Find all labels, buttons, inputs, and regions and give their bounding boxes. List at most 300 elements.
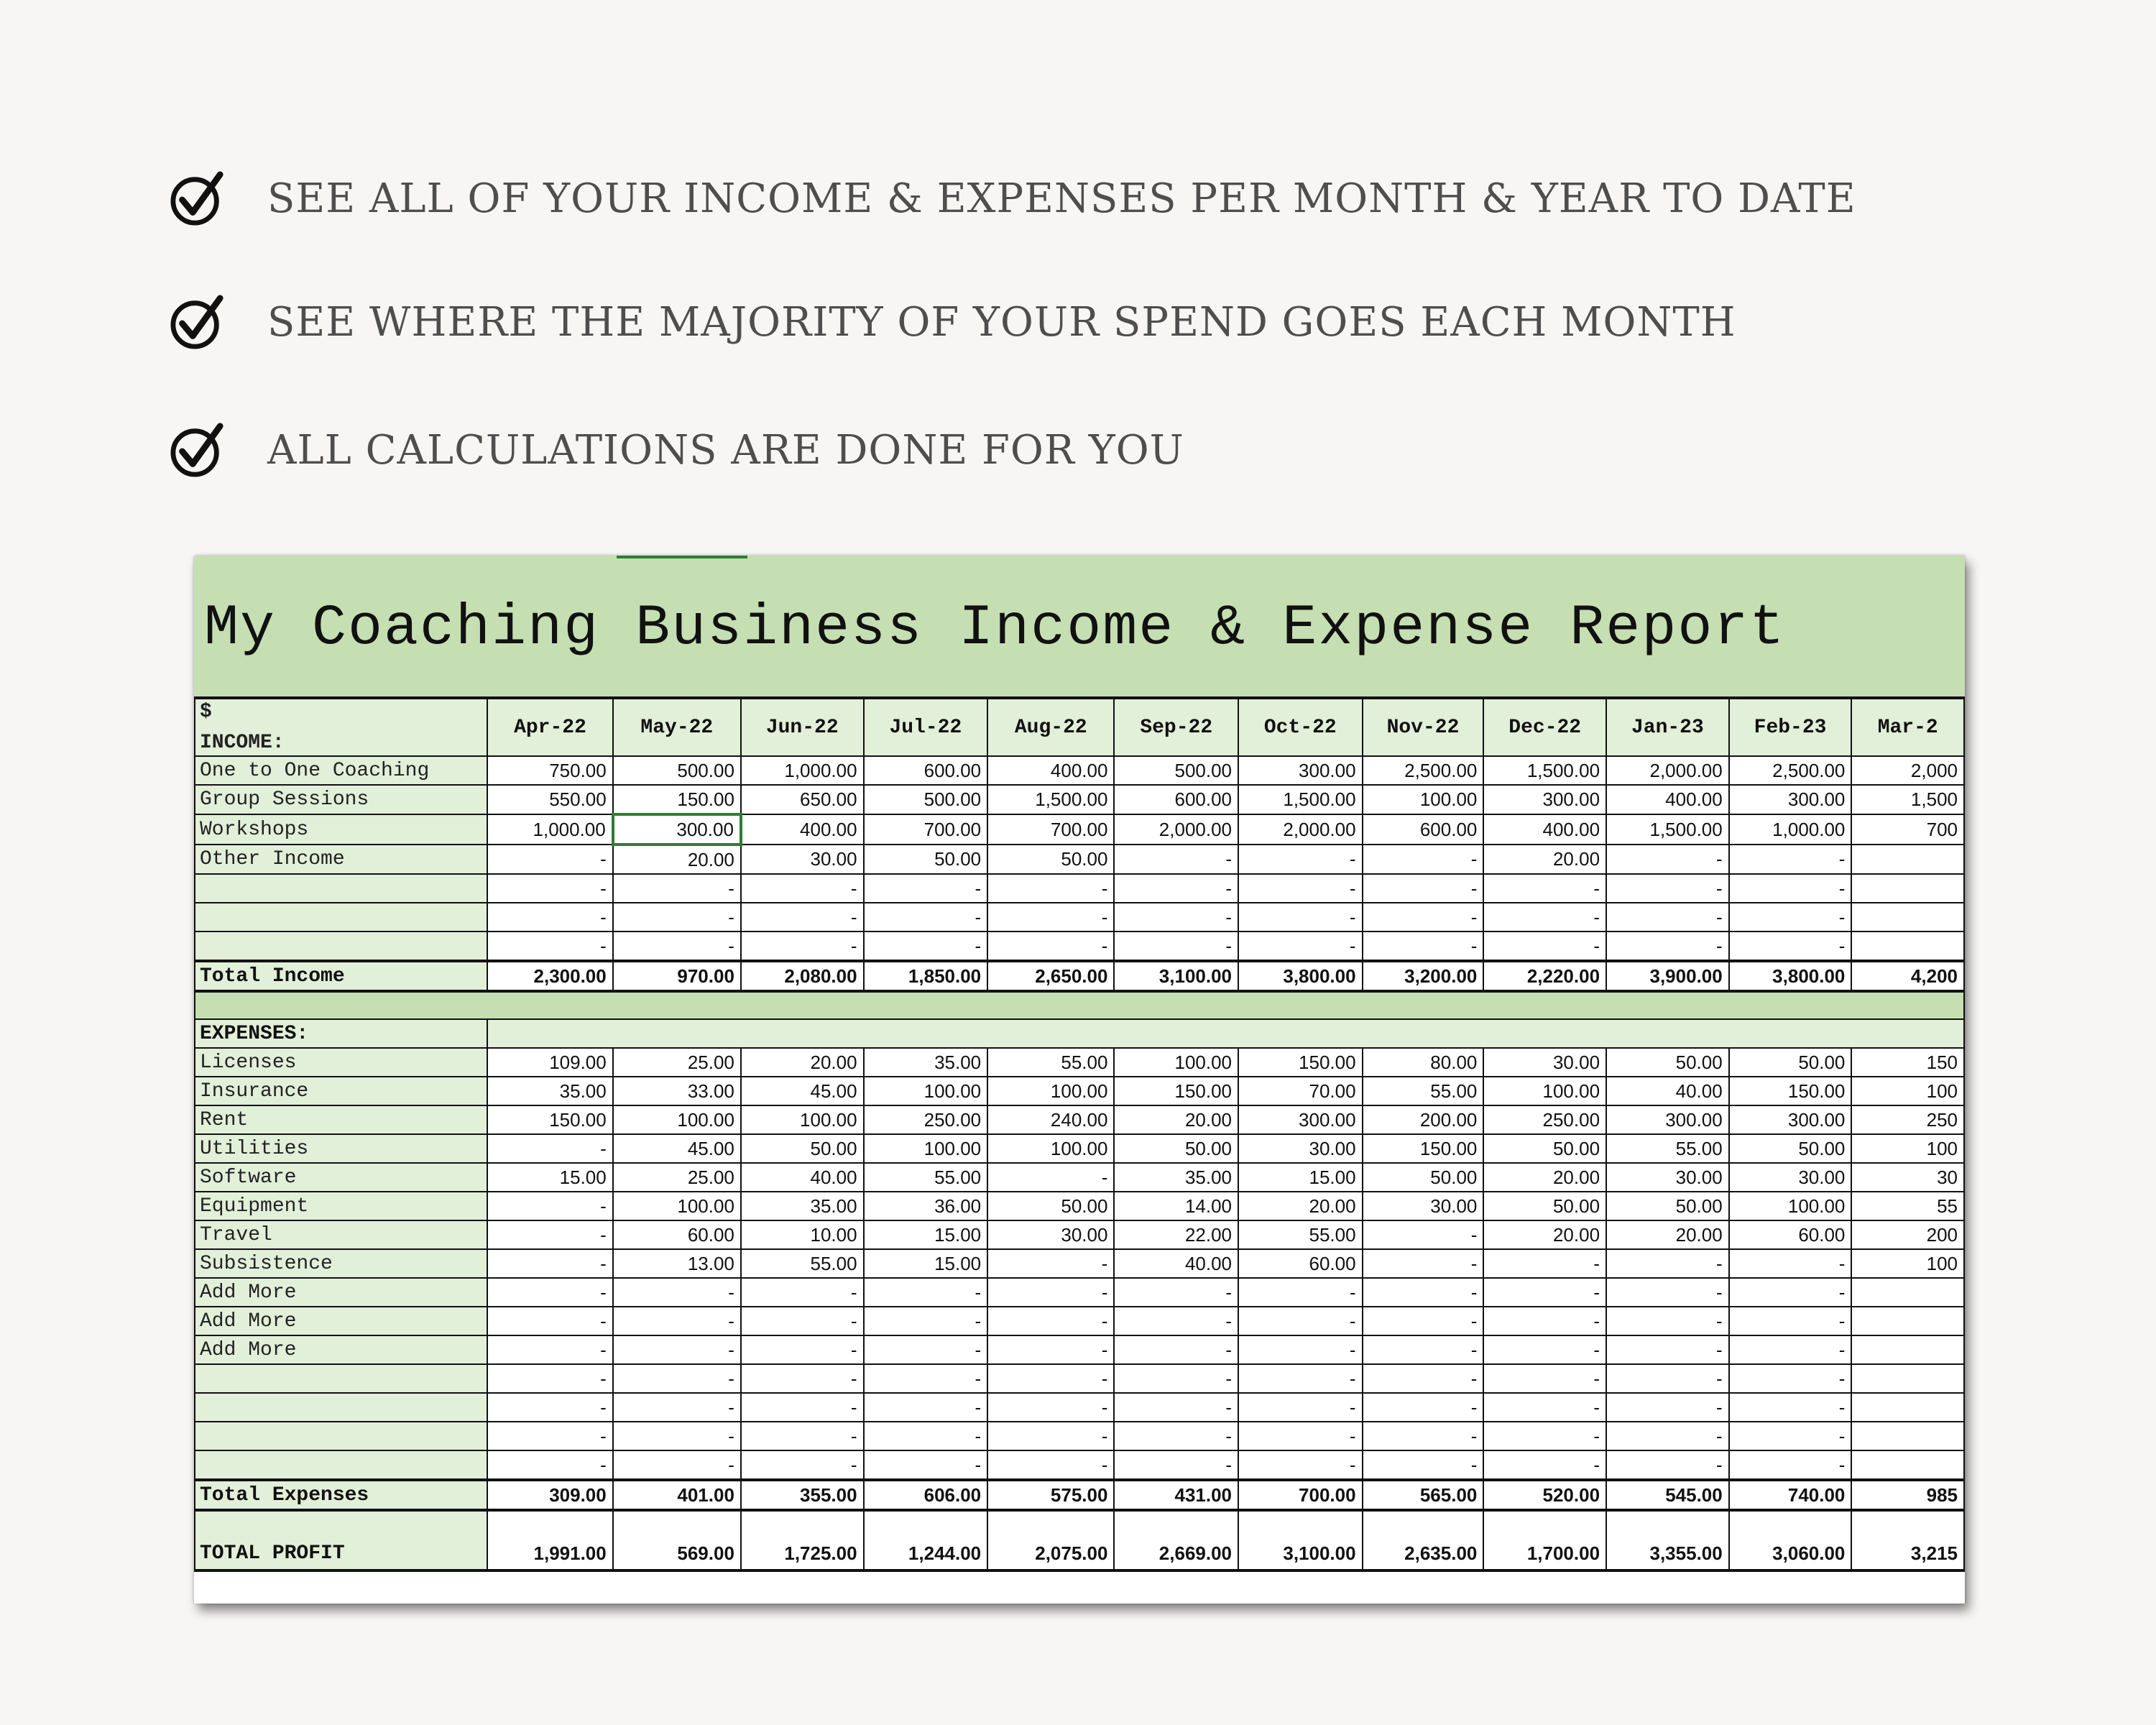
value-cell[interactable]: 100.00 [613, 1105, 741, 1134]
value-cell[interactable]: 300.00 [1238, 756, 1363, 785]
value-cell[interactable]: - [1483, 932, 1606, 961]
value-cell[interactable]: 100.00 [987, 1077, 1114, 1105]
value-cell[interactable]: 40.00 [1606, 1077, 1729, 1105]
value-cell[interactable]: - [1606, 1335, 1729, 1364]
value-cell[interactable]: - [1606, 1307, 1729, 1335]
value-cell[interactable]: 150.00 [487, 1105, 613, 1134]
value-cell[interactable]: - [987, 1393, 1114, 1422]
value-cell[interactable]: 400.00 [1606, 785, 1729, 814]
value-cell[interactable]: 1,500.00 [1483, 756, 1606, 785]
row-label-cell[interactable]: Add More [195, 1307, 487, 1335]
value-cell[interactable] [1851, 1307, 1964, 1335]
value-cell[interactable]: - [1114, 1393, 1238, 1422]
value-cell[interactable]: 300.00 [1483, 785, 1606, 814]
value-cell[interactable]: - [741, 1335, 864, 1364]
value-cell[interactable]: 2,000 [1851, 756, 1964, 785]
value-cell[interactable]: 3,100.00 [1238, 1510, 1363, 1570]
value-cell[interactable]: 45.00 [741, 1077, 864, 1105]
value-cell[interactable]: 565.00 [1363, 1480, 1484, 1510]
value-cell[interactable]: 45.00 [613, 1134, 741, 1163]
value-cell[interactable]: - [741, 1364, 864, 1393]
value-cell[interactable]: - [741, 903, 864, 932]
value-cell[interactable]: 2,669.00 [1114, 1510, 1238, 1570]
value-cell[interactable]: 2,500.00 [1729, 756, 1852, 785]
value-cell[interactable]: 606.00 [864, 1480, 988, 1510]
value-cell[interactable]: 50.00 [987, 1192, 1114, 1220]
value-cell[interactable]: 700 [1851, 814, 1964, 845]
value-cell[interactable]: 50.00 [1606, 1192, 1729, 1220]
value-cell[interactable]: 50.00 [1363, 1163, 1484, 1192]
value-cell[interactable]: - [987, 1335, 1114, 1364]
row-label-cell[interactable]: Workshops [195, 814, 487, 845]
month-header[interactable]: Jan-23 [1606, 699, 1729, 756]
value-cell[interactable]: - [741, 1450, 864, 1480]
value-cell[interactable]: - [741, 1422, 864, 1450]
value-cell[interactable]: - [1114, 1307, 1238, 1335]
value-cell[interactable]: 20.00 [1483, 1220, 1606, 1249]
value-cell[interactable]: 50.00 [1729, 1048, 1852, 1077]
value-cell[interactable]: 30.00 [987, 1220, 1114, 1249]
value-cell[interactable]: 3,215 [1851, 1510, 1964, 1570]
row-label-cell[interactable] [195, 874, 487, 903]
value-cell[interactable]: - [1238, 903, 1363, 932]
value-cell[interactable]: - [987, 932, 1114, 961]
value-cell[interactable]: 100.00 [987, 1134, 1114, 1163]
value-cell[interactable]: 400.00 [987, 756, 1114, 785]
month-header[interactable]: Sep-22 [1114, 699, 1238, 756]
value-cell[interactable]: 240.00 [987, 1105, 1114, 1134]
value-cell[interactable]: 55.00 [864, 1163, 988, 1192]
value-cell[interactable]: - [987, 1450, 1114, 1480]
value-cell[interactable]: 30.00 [1363, 1192, 1484, 1220]
value-cell[interactable]: 3,900.00 [1606, 961, 1729, 991]
value-cell[interactable]: - [1238, 1393, 1363, 1422]
value-cell[interactable]: 20.00 [613, 845, 741, 874]
value-cell[interactable]: 30.00 [1729, 1163, 1852, 1192]
value-cell[interactable] [1851, 932, 1964, 961]
value-cell[interactable]: - [613, 874, 741, 903]
value-cell[interactable]: 1,700.00 [1483, 1510, 1606, 1570]
value-cell[interactable]: - [1483, 903, 1606, 932]
value-cell[interactable]: 55.00 [1238, 1220, 1363, 1249]
value-cell[interactable]: - [1238, 1278, 1363, 1307]
value-cell[interactable]: 100.00 [613, 1192, 741, 1220]
value-cell[interactable]: 60.00 [1238, 1249, 1363, 1278]
value-cell[interactable]: 150.00 [1238, 1048, 1363, 1077]
value-cell[interactable]: 35.00 [1114, 1163, 1238, 1192]
value-cell[interactable]: - [1483, 1335, 1606, 1364]
value-cell[interactable]: - [1114, 1278, 1238, 1307]
value-cell[interactable]: 401.00 [613, 1480, 741, 1510]
value-cell[interactable]: 1,000.00 [487, 814, 613, 845]
value-cell[interactable]: 55.00 [987, 1048, 1114, 1077]
value-cell[interactable]: 30 [1851, 1163, 1964, 1192]
value-cell[interactable] [1851, 1393, 1964, 1422]
value-cell[interactable]: 25.00 [613, 1163, 741, 1192]
value-cell[interactable]: - [1363, 1393, 1484, 1422]
value-cell[interactable]: 100.00 [1483, 1077, 1606, 1105]
value-cell[interactable]: - [864, 1278, 988, 1307]
value-cell[interactable]: 2,000.00 [1606, 756, 1729, 785]
value-cell[interactable]: - [1238, 1335, 1363, 1364]
value-cell[interactable]: 50.00 [864, 845, 988, 874]
value-cell[interactable]: - [1238, 874, 1363, 903]
value-cell[interactable]: - [864, 874, 988, 903]
value-cell[interactable]: 50.00 [1729, 1134, 1852, 1163]
value-cell[interactable]: - [487, 1422, 613, 1450]
row-label-cell[interactable]: Utilities [195, 1134, 487, 1163]
value-cell[interactable]: 1,000.00 [1729, 814, 1852, 845]
value-cell[interactable]: 700.00 [1238, 1480, 1363, 1510]
value-cell[interactable]: - [613, 1364, 741, 1393]
value-cell[interactable]: 3,355.00 [1606, 1510, 1729, 1570]
value-cell[interactable]: - [1363, 903, 1484, 932]
value-cell[interactable]: 2,000.00 [1238, 814, 1363, 845]
value-cell[interactable]: 500.00 [613, 756, 741, 785]
value-cell[interactable]: 50.00 [987, 845, 1114, 874]
value-cell[interactable]: 20.00 [1483, 1163, 1606, 1192]
value-cell[interactable]: 80.00 [1363, 1048, 1484, 1077]
value-cell[interactable]: 750.00 [487, 756, 613, 785]
value-cell[interactable]: - [1483, 1249, 1606, 1278]
value-cell[interactable]: - [864, 903, 988, 932]
value-cell[interactable]: 3,800.00 [1729, 961, 1852, 991]
value-cell[interactable]: - [1114, 1364, 1238, 1393]
value-cell[interactable]: 700.00 [987, 814, 1114, 845]
value-cell[interactable]: 400.00 [1483, 814, 1606, 845]
value-cell[interactable]: - [1238, 1307, 1363, 1335]
row-label-cell[interactable]: Total Income [195, 961, 487, 991]
value-cell[interactable]: 150.00 [1729, 1077, 1852, 1105]
value-cell[interactable]: 740.00 [1729, 1480, 1852, 1510]
value-cell[interactable]: 50.00 [1114, 1134, 1238, 1163]
value-cell[interactable]: - [864, 932, 988, 961]
value-cell[interactable]: - [987, 1278, 1114, 1307]
value-cell[interactable]: 55.00 [741, 1249, 864, 1278]
month-header[interactable]: Jul-22 [864, 699, 988, 756]
value-cell[interactable]: - [741, 1307, 864, 1335]
value-cell[interactable]: 1,500.00 [1606, 814, 1729, 845]
row-label-cell[interactable]: Travel [195, 1220, 487, 1249]
value-cell[interactable]: 700.00 [864, 814, 988, 845]
value-cell[interactable]: 1,000.00 [741, 756, 864, 785]
value-cell[interactable]: - [1114, 845, 1238, 874]
row-label-cell[interactable] [195, 1393, 487, 1422]
value-cell[interactable]: 100.00 [864, 1134, 988, 1163]
value-cell[interactable]: 30.00 [741, 845, 864, 874]
value-cell[interactable]: 569.00 [613, 1510, 741, 1570]
value-cell[interactable]: 200.00 [1363, 1105, 1484, 1134]
row-label-cell[interactable]: Other Income [195, 845, 487, 874]
value-cell[interactable]: 36.00 [864, 1192, 988, 1220]
value-cell[interactable]: 1,244.00 [864, 1510, 988, 1570]
value-cell[interactable]: 2,080.00 [741, 961, 864, 991]
value-cell[interactable]: 985 [1851, 1480, 1964, 1510]
value-cell[interactable]: 100.00 [864, 1077, 988, 1105]
value-cell[interactable]: - [1729, 845, 1852, 874]
value-cell[interactable]: - [987, 1307, 1114, 1335]
value-cell[interactable]: 150.00 [1363, 1134, 1484, 1163]
value-cell[interactable]: 30.00 [1483, 1048, 1606, 1077]
value-cell[interactable]: - [487, 903, 613, 932]
value-cell[interactable]: - [1606, 903, 1729, 932]
value-cell[interactable]: 300.00 [1606, 1105, 1729, 1134]
value-cell[interactable]: 100.00 [741, 1105, 864, 1134]
row-label-cell[interactable]: TOTAL PROFIT [195, 1510, 487, 1570]
value-cell[interactable]: - [613, 1422, 741, 1450]
value-cell[interactable]: - [1114, 1450, 1238, 1480]
value-cell[interactable]: 20.00 [1114, 1105, 1238, 1134]
value-cell[interactable]: 55 [1851, 1192, 1964, 1220]
value-cell[interactable]: 13.00 [613, 1249, 741, 1278]
value-cell[interactable]: 22.00 [1114, 1220, 1238, 1249]
value-cell[interactable]: - [1114, 1335, 1238, 1364]
value-cell[interactable]: - [987, 1249, 1114, 1278]
value-cell[interactable]: 575.00 [987, 1480, 1114, 1510]
value-cell[interactable]: 50.00 [1483, 1192, 1606, 1220]
value-cell[interactable]: - [1238, 1364, 1363, 1393]
value-cell[interactable]: 3,200.00 [1363, 961, 1484, 991]
value-cell[interactable]: - [1483, 1278, 1606, 1307]
value-cell[interactable]: - [613, 1307, 741, 1335]
value-cell[interactable]: 30.00 [1606, 1163, 1729, 1192]
value-cell[interactable]: 100 [1851, 1077, 1964, 1105]
value-cell[interactable]: - [487, 845, 613, 874]
value-cell[interactable]: - [613, 1393, 741, 1422]
value-cell[interactable]: 600.00 [1363, 814, 1484, 845]
value-cell[interactable]: - [613, 932, 741, 961]
row-label-cell[interactable]: Rent [195, 1105, 487, 1134]
value-cell[interactable]: 20.00 [1606, 1220, 1729, 1249]
value-cell[interactable]: 25.00 [613, 1048, 741, 1077]
value-cell[interactable]: - [1114, 1422, 1238, 1450]
value-cell[interactable]: - [1363, 1220, 1484, 1249]
value-cell[interactable]: - [1363, 1364, 1484, 1393]
value-cell[interactable]: - [987, 1163, 1114, 1192]
row-label-cell[interactable]: Subsistence [195, 1249, 487, 1278]
value-cell[interactable]: 50.00 [1483, 1134, 1606, 1163]
value-cell[interactable]: - [1114, 932, 1238, 961]
value-cell[interactable]: 300.00 [613, 814, 741, 845]
row-label-cell[interactable]: Equipment [195, 1192, 487, 1220]
value-cell[interactable]: 1,500 [1851, 785, 1964, 814]
value-cell[interactable]: - [613, 1450, 741, 1480]
value-cell[interactable]: 15.00 [864, 1249, 988, 1278]
value-cell[interactable]: 20.00 [741, 1048, 864, 1077]
value-cell[interactable]: - [1483, 1450, 1606, 1480]
value-cell[interactable]: - [1363, 1249, 1484, 1278]
value-cell[interactable]: - [487, 1220, 613, 1249]
value-cell[interactable]: - [741, 1278, 864, 1307]
value-cell[interactable]: - [487, 1278, 613, 1307]
value-cell[interactable] [1851, 874, 1964, 903]
month-header[interactable]: May-22 [613, 699, 741, 756]
value-cell[interactable]: 60.00 [1729, 1220, 1852, 1249]
value-cell[interactable] [1851, 903, 1964, 932]
value-cell[interactable]: 545.00 [1606, 1480, 1729, 1510]
value-cell[interactable]: - [1363, 874, 1484, 903]
row-label-cell[interactable]: Add More [195, 1278, 487, 1307]
value-cell[interactable]: - [487, 874, 613, 903]
month-header[interactable]: Feb-23 [1729, 699, 1852, 756]
value-cell[interactable]: - [1483, 1364, 1606, 1393]
value-cell[interactable]: 15.00 [864, 1220, 988, 1249]
value-cell[interactable]: 400.00 [741, 814, 864, 845]
value-cell[interactable]: 2,500.00 [1363, 756, 1484, 785]
value-cell[interactable]: - [864, 1307, 988, 1335]
value-cell[interactable]: - [987, 903, 1114, 932]
value-cell[interactable]: 30.00 [1238, 1134, 1363, 1163]
value-cell[interactable]: 100.00 [1729, 1192, 1852, 1220]
value-cell[interactable] [1851, 1278, 1964, 1307]
value-cell[interactable]: - [613, 1278, 741, 1307]
month-header[interactable]: Dec-22 [1483, 699, 1606, 756]
value-cell[interactable]: - [1729, 903, 1852, 932]
value-cell[interactable]: 40.00 [1114, 1249, 1238, 1278]
value-cell[interactable]: - [1729, 1249, 1852, 1278]
value-cell[interactable]: 250.00 [1483, 1105, 1606, 1134]
row-label-cell[interactable]: Software [195, 1163, 487, 1192]
value-cell[interactable]: 520.00 [1483, 1480, 1606, 1510]
value-cell[interactable]: 500.00 [864, 785, 988, 814]
value-cell[interactable]: - [1363, 845, 1484, 874]
month-header[interactable]: Jun-22 [741, 699, 864, 756]
value-cell[interactable] [1851, 1364, 1964, 1393]
value-cell[interactable]: - [1729, 1393, 1852, 1422]
value-cell[interactable]: 309.00 [487, 1480, 613, 1510]
value-cell[interactable]: - [741, 874, 864, 903]
value-cell[interactable]: - [1729, 1422, 1852, 1450]
value-cell[interactable]: - [613, 1335, 741, 1364]
value-cell[interactable]: 1,725.00 [741, 1510, 864, 1570]
value-cell[interactable]: 2,220.00 [1483, 961, 1606, 991]
value-cell[interactable]: - [1729, 874, 1852, 903]
value-cell[interactable]: - [487, 1450, 613, 1480]
value-cell[interactable]: - [987, 1364, 1114, 1393]
value-cell[interactable]: 600.00 [864, 756, 988, 785]
value-cell[interactable]: - [1606, 1422, 1729, 1450]
value-cell[interactable]: 150.00 [613, 785, 741, 814]
value-cell[interactable]: - [487, 1393, 613, 1422]
value-cell[interactable]: 100.00 [1114, 1048, 1238, 1077]
value-cell[interactable]: 35.00 [864, 1048, 988, 1077]
row-label-cell[interactable]: Insurance [195, 1077, 487, 1105]
value-cell[interactable]: - [1238, 1450, 1363, 1480]
value-cell[interactable] [1851, 1335, 1964, 1364]
value-cell[interactable]: 100 [1851, 1249, 1964, 1278]
value-cell[interactable]: 550.00 [487, 785, 613, 814]
value-cell[interactable]: 10.00 [741, 1220, 864, 1249]
value-cell[interactable]: 109.00 [487, 1048, 613, 1077]
value-cell[interactable]: - [487, 1192, 613, 1220]
month-header[interactable]: Apr-22 [487, 699, 613, 756]
value-cell[interactable]: - [1606, 845, 1729, 874]
value-cell[interactable]: - [487, 1307, 613, 1335]
row-label-cell[interactable]: One to One Coaching [195, 756, 487, 785]
expenses-section-label[interactable]: EXPENSES: [195, 1019, 487, 1048]
value-cell[interactable]: - [1729, 1307, 1852, 1335]
header-label-cell[interactable] [195, 699, 487, 756]
value-cell[interactable]: 970.00 [613, 961, 741, 991]
value-cell[interactable]: 2,300.00 [487, 961, 613, 991]
value-cell[interactable] [1851, 845, 1964, 874]
row-label-cell[interactable] [195, 932, 487, 961]
value-cell[interactable]: 100.00 [1363, 785, 1484, 814]
value-cell[interactable]: - [1729, 1278, 1852, 1307]
value-cell[interactable]: 2,650.00 [987, 961, 1114, 991]
value-cell[interactable]: - [1238, 845, 1363, 874]
value-cell[interactable]: - [613, 903, 741, 932]
value-cell[interactable]: 3,060.00 [1729, 1510, 1852, 1570]
value-cell[interactable]: - [1606, 1393, 1729, 1422]
value-cell[interactable]: - [1606, 932, 1729, 961]
value-cell[interactable]: 2,000.00 [1114, 814, 1238, 845]
value-cell[interactable]: - [1363, 1422, 1484, 1450]
value-cell[interactable]: 355.00 [741, 1480, 864, 1510]
value-cell[interactable]: 300.00 [1729, 785, 1852, 814]
value-cell[interactable]: 4,200 [1851, 961, 1964, 991]
value-cell[interactable]: - [1363, 932, 1484, 961]
value-cell[interactable]: - [1483, 1393, 1606, 1422]
value-cell[interactable]: - [741, 1393, 864, 1422]
value-cell[interactable]: 300.00 [1238, 1105, 1363, 1134]
value-cell[interactable]: - [487, 1335, 613, 1364]
row-label-cell[interactable]: Total Expenses [195, 1480, 487, 1510]
value-cell[interactable]: - [487, 932, 613, 961]
value-cell[interactable]: - [1606, 1364, 1729, 1393]
value-cell[interactable]: 100 [1851, 1134, 1964, 1163]
value-cell[interactable]: - [864, 1335, 988, 1364]
value-cell[interactable]: - [864, 1393, 988, 1422]
value-cell[interactable]: - [1606, 1450, 1729, 1480]
value-cell[interactable]: - [1729, 1335, 1852, 1364]
value-cell[interactable]: 500.00 [1114, 756, 1238, 785]
value-cell[interactable]: 33.00 [613, 1077, 741, 1105]
value-cell[interactable]: 200 [1851, 1220, 1964, 1249]
value-cell[interactable]: - [864, 1364, 988, 1393]
value-cell[interactable]: 70.00 [1238, 1077, 1363, 1105]
value-cell[interactable]: 60.00 [613, 1220, 741, 1249]
value-cell[interactable]: - [1729, 1364, 1852, 1393]
value-cell[interactable]: 20.00 [1238, 1192, 1363, 1220]
value-cell[interactable]: 3,800.00 [1238, 961, 1363, 991]
value-cell[interactable]: 2,635.00 [1363, 1510, 1484, 1570]
value-cell[interactable]: - [1729, 1450, 1852, 1480]
value-cell[interactable]: 250.00 [864, 1105, 988, 1134]
value-cell[interactable]: - [1363, 1450, 1484, 1480]
value-cell[interactable]: 20.00 [1483, 845, 1606, 874]
value-cell[interactable]: - [987, 874, 1114, 903]
value-cell[interactable]: - [1729, 932, 1852, 961]
value-cell[interactable]: - [1114, 903, 1238, 932]
value-cell[interactable]: - [1483, 874, 1606, 903]
row-label-cell[interactable] [195, 1422, 487, 1450]
value-cell[interactable] [1851, 1450, 1964, 1480]
value-cell[interactable]: - [1238, 932, 1363, 961]
value-cell[interactable]: 50.00 [741, 1134, 864, 1163]
value-cell[interactable]: - [987, 1422, 1114, 1450]
value-cell[interactable]: - [1238, 1422, 1363, 1450]
value-cell[interactable]: 40.00 [741, 1163, 864, 1192]
value-cell[interactable]: - [1363, 1278, 1484, 1307]
value-cell[interactable]: 35.00 [741, 1192, 864, 1220]
value-cell[interactable]: 600.00 [1114, 785, 1238, 814]
value-cell[interactable]: - [1606, 1278, 1729, 1307]
value-cell[interactable]: - [864, 1422, 988, 1450]
value-cell[interactable]: 250 [1851, 1105, 1964, 1134]
row-label-cell[interactable] [195, 903, 487, 932]
row-label-cell[interactable] [195, 1364, 487, 1393]
